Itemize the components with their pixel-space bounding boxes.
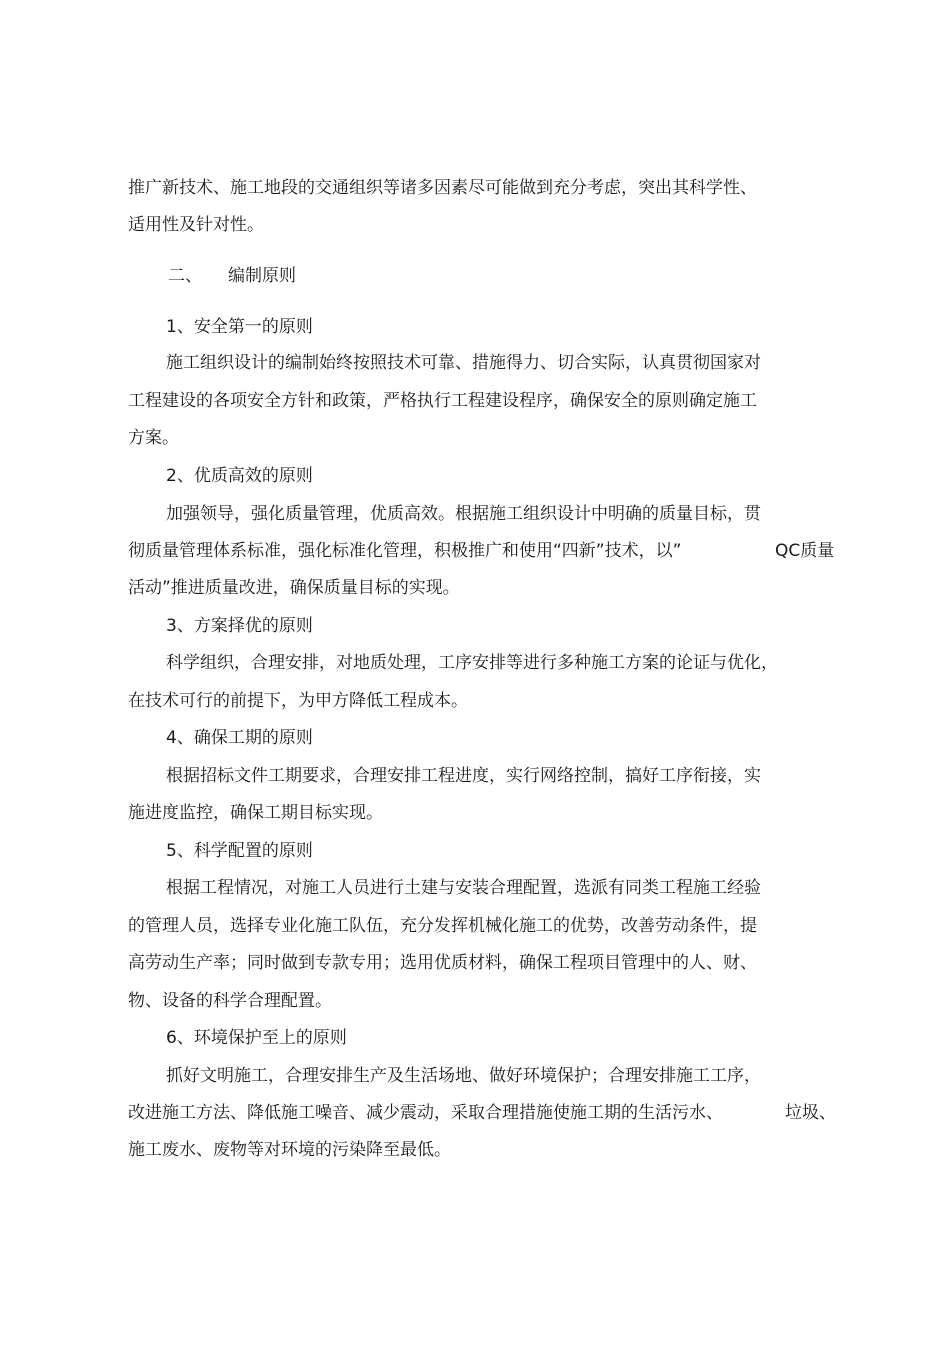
principle-6-line-2-tail: 垃圾、 <box>785 1103 836 1123</box>
principle-5-line-2: 的管理人员，选择专业化施工队伍，充分发挥机械化施工的优势，改善劳动条件，提 <box>128 916 757 936</box>
intro-line-1: 推广新技术、施工地段的交通组织等诸多因素尽可能做到充分考虑，突出其科学性、 <box>128 178 757 198</box>
section-title: 编制原则 <box>228 266 296 286</box>
principle-5-line-4: 物、设备的科学合理配置。 <box>128 991 332 1011</box>
principle-2-line-2-tail: QC质量 <box>775 541 835 561</box>
section-heading <box>168 264 296 288</box>
principle-2-heading: 2、优质高效的原则 <box>166 466 313 486</box>
principle-1-heading: 1、安全第一的原则 <box>166 317 313 337</box>
principle-3-line-2: 在技术可行的前提下，为甲方降低工程成本。 <box>128 691 468 711</box>
intro-line-2: 适用性及针对性。 <box>128 215 264 235</box>
principle-3-heading: 3、方案择优的原则 <box>166 616 313 636</box>
principle-2-line-1: 加强领导，强化质量管理，优质高效。根据施工组织设计中明确的质量目标，贯 <box>166 504 761 524</box>
principle-2-line-3: 活动”推进质量改进，确保质量目标的实现。 <box>128 578 460 598</box>
principle-5-line-3: 高劳动生产率；同时做到专款专用；选用优质材料，确保工程项目管理中的人、财、 <box>128 953 757 973</box>
principle-3-line-1: 科学组织，合理安排，对地质处理，工序安排等进行多种施工方案的论证与优化， <box>166 653 778 673</box>
section-number: 二、 <box>168 266 202 286</box>
principle-5-line-1: 根据工程情况，对施工人员进行土建与安装合理配置，选派有同类工程施工经验 <box>166 878 761 898</box>
principle-2-line-2: 彻质量管理体系标准，强化标准化管理，积极推广和使用“四新”技术，以” <box>128 541 682 561</box>
principle-1-line-3: 方案。 <box>128 428 179 448</box>
principle-4-line-2: 施进度监控，确保工期目标实现。 <box>128 803 383 823</box>
principle-5-heading: 5、科学配置的原则 <box>166 841 313 861</box>
principle-4-line-1: 根据招标文件工期要求，合理安排工程进度，实行网络控制，搞好工序衔接，实 <box>166 766 761 786</box>
principle-6-heading: 6、环境保护至上的原则 <box>166 1028 347 1048</box>
principle-1-line-1: 施工组织设计的编制始终按照技术可靠、措施得力、切合实际，认真贯彻国家对 <box>166 353 761 373</box>
principle-6-line-2: 改进施工方法、降低施工噪音、减少震动，采取合理措施使施工期的生活污水、 <box>128 1103 723 1123</box>
principle-6-line-3: 施工废水、废物等对环境的污染降至最低。 <box>128 1140 451 1160</box>
principle-6-line-1: 抓好文明施工，合理安排生产及生活场地、做好环境保护；合理安排施工工序， <box>166 1066 761 1086</box>
principle-4-heading: 4、确保工期的原则 <box>166 728 313 748</box>
principle-1-line-2: 工程建设的各项安全方针和政策，严格执行工程建设程序，确保安全的原则确定施工 <box>128 391 757 411</box>
